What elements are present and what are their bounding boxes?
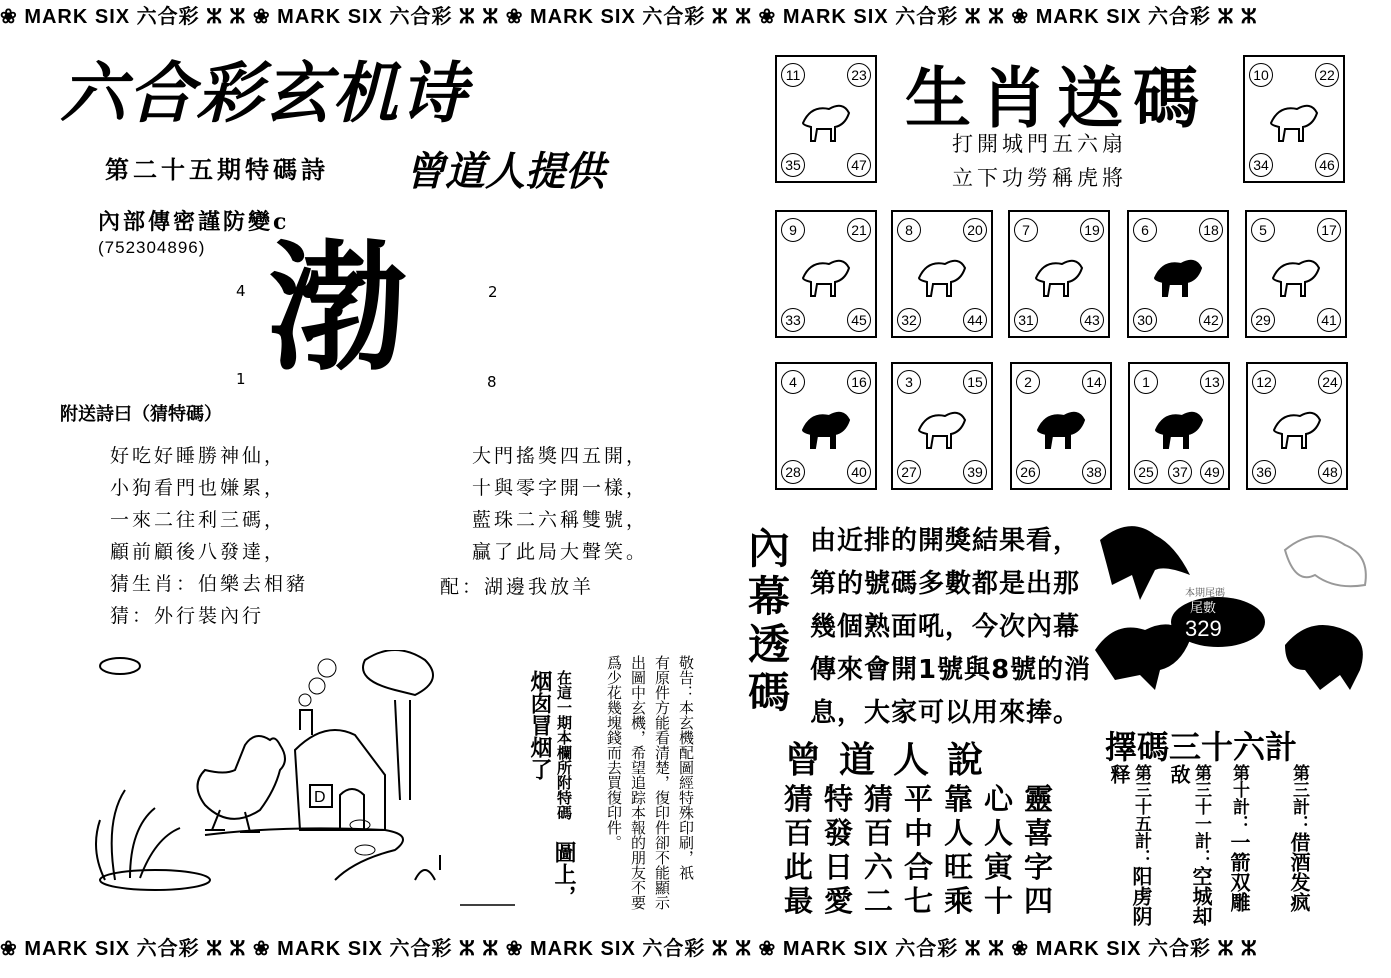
inside-line: 第的號碼多數都是出那 bbox=[810, 569, 1081, 599]
zodiac-number: 35 bbox=[781, 153, 805, 177]
inside-line: 息，大家可以用來捧。 bbox=[810, 698, 1081, 728]
match-line: 配：湖邊我放羊 bbox=[440, 576, 595, 598]
cipher-character: 渤 bbox=[268, 228, 409, 391]
rooster-house-illustration bbox=[95, 650, 515, 920]
zeng-row: 猜特猜平靠心靈 bbox=[784, 782, 1065, 816]
zodiac-number: 14 bbox=[1082, 370, 1106, 394]
zodiac-number: 30 bbox=[1133, 308, 1157, 332]
zodiac-number: 31 bbox=[1014, 308, 1038, 332]
poem-line: 藍珠二六稱雙號， bbox=[472, 509, 649, 531]
notice-col: 敬告：本玄機配圖經特殊印刷，祇 bbox=[677, 655, 695, 880]
poem-right-column bbox=[472, 440, 648, 568]
tail-number-illustration bbox=[1085, 520, 1375, 695]
zodiac-number: 4 bbox=[781, 370, 805, 394]
zeng-title: 曾道人說 bbox=[785, 739, 1002, 781]
poem-line: 顧前顧後八發達， bbox=[110, 541, 287, 563]
zodiac-number: 26 bbox=[1016, 460, 1040, 484]
zodiac-number: 48 bbox=[1318, 460, 1342, 484]
zodiac-number: 16 bbox=[847, 370, 871, 394]
notice-vertical bbox=[602, 655, 698, 910]
zodiac-card-rabbit bbox=[775, 210, 877, 338]
zodiac-number: 22 bbox=[1315, 63, 1339, 87]
dragon-icon bbox=[913, 242, 971, 306]
zodiac-number: 13 bbox=[1200, 370, 1224, 394]
poem-line: 好吃好睡勝神仙， bbox=[110, 445, 287, 467]
inside-line: 由近排的開獎結果看， bbox=[810, 526, 1081, 556]
zodiac-number: 8 bbox=[897, 218, 921, 242]
ox-icon bbox=[797, 87, 855, 151]
zodiac-number: 23 bbox=[847, 63, 871, 87]
tail-value: 329 bbox=[1185, 616, 1222, 641]
strategy-column bbox=[1228, 764, 1250, 930]
zodiac-number: 27 bbox=[897, 460, 921, 484]
zodiac-number: 40 bbox=[847, 460, 871, 484]
inside-line: 傳來會開1號與8號的消 bbox=[810, 655, 1092, 685]
guess-zodiac: 猜生肖：伯樂去相豬 bbox=[110, 573, 309, 595]
rat-icon bbox=[1268, 394, 1326, 458]
dog-icon bbox=[1032, 394, 1090, 458]
strategy-body: 一箭双雕 bbox=[1227, 832, 1251, 912]
zodiac-number: 2 bbox=[1016, 370, 1040, 394]
provider-label: 曾道人提供 bbox=[405, 149, 605, 195]
zodiac-card-snake bbox=[1008, 210, 1110, 338]
zodiac-number: 11 bbox=[781, 63, 805, 87]
zeng-poem bbox=[784, 782, 1064, 918]
issue-subtitle: 第二十五期特碼詩 bbox=[105, 155, 329, 184]
zodiac-number: 12 bbox=[1252, 370, 1276, 394]
strategy-body: 空城却敌 bbox=[1167, 764, 1213, 926]
poem-line: 一來二往利三碼， bbox=[110, 509, 287, 531]
notice-col: 出圖中玄機，希望追踪本報的朋友不要 bbox=[629, 655, 647, 910]
zodiac-number: 19 bbox=[1080, 218, 1104, 242]
poem-line: 大門搖獎四五開， bbox=[472, 445, 649, 467]
zodiac-number: 24 bbox=[1318, 370, 1342, 394]
corner-number-bottom-left: 1 bbox=[236, 370, 246, 388]
zodiac-number: 10 bbox=[1249, 63, 1273, 87]
poem-left-column bbox=[110, 440, 308, 632]
zodiac-card-pig bbox=[1128, 362, 1230, 490]
notice-col: 有原件方能看清楚，復印件卻不能顯示 bbox=[653, 655, 671, 910]
zeng-row: 百發百中人人喜 bbox=[784, 816, 1065, 850]
zodiac-number: 7 bbox=[1014, 218, 1038, 242]
zodiac-number: 33 bbox=[781, 308, 805, 332]
strategy-column bbox=[1168, 764, 1212, 930]
zodiac-title: 生肖送碼 bbox=[905, 60, 1209, 137]
main-title: 六合彩玄机诗 bbox=[60, 55, 468, 132]
notice-col: 爲少花幾塊錢而去買復印件。 bbox=[605, 655, 623, 850]
tiger-icon bbox=[1265, 87, 1323, 151]
secret-note: 內部傳密謹防變c bbox=[98, 209, 290, 235]
strategy-body: 阳虏阴释 bbox=[1107, 764, 1153, 926]
corner-number-top-left: 4 bbox=[236, 282, 246, 300]
banner-repeat: ❀ MARK SIX 六合彩 ⵣ ⵣ ❀ MARK SIX 六合彩 ⵣ ⵣ ❀ MARK SIX 六合彩 ⵣ ⵣ ❀ MARK SIX 六合彩 ⵣ ⵣ ❀ MARK SIX 六合彩 ⵣ ⵣ bbox=[0, 938, 1258, 958]
horse-icon bbox=[1149, 242, 1207, 306]
zodiac-card-tiger bbox=[1243, 55, 1345, 183]
corner-number-top-right: 2 bbox=[488, 283, 498, 301]
zodiac-number: 18 bbox=[1199, 218, 1223, 242]
strategy-body: 借酒发疯 bbox=[1287, 832, 1311, 912]
caption-col: 圖上，烟囱冒烟了 bbox=[527, 670, 577, 907]
poem-heading: 附送詩曰（猜特碼） bbox=[60, 404, 222, 425]
zodiac-number: 6 bbox=[1133, 218, 1157, 242]
zodiac-card-rooster bbox=[891, 362, 993, 490]
zodiac-number: 15 bbox=[963, 370, 987, 394]
inside-title: 內幕透碼 bbox=[747, 524, 790, 717]
zodiac-number: 42 bbox=[1199, 308, 1223, 332]
inside-text bbox=[810, 520, 1091, 735]
zodiac-card-rat bbox=[1246, 362, 1348, 490]
zodiac-number: 34 bbox=[1249, 153, 1273, 177]
strategy-column bbox=[1108, 764, 1152, 930]
zodiac-card-dog bbox=[1010, 362, 1112, 490]
zodiac-number: 20 bbox=[963, 218, 987, 242]
banner-repeat: ❀ MARK SIX 六合彩 ⵣ ⵣ ❀ MARK SIX 六合彩 ⵣ ⵣ ❀ MARK SIX 六合彩 ⵣ ⵣ ❀ MARK SIX 六合彩 ⵣ ⵣ ❀ MARK SIX 六合彩 ⵣ ⵣ bbox=[0, 6, 1258, 26]
verse-line-2: 立下功勞稱虎將 bbox=[952, 166, 1127, 190]
snake-icon bbox=[1030, 242, 1088, 306]
zodiac-number: 44 bbox=[963, 308, 987, 332]
poem-line: 贏了此局大聲笑。 bbox=[472, 541, 649, 563]
verse-line-1: 打開城門五六扇 bbox=[952, 132, 1127, 156]
strategy-head: 第三計： bbox=[1289, 764, 1309, 832]
zodiac-number: 29 bbox=[1251, 308, 1275, 332]
zodiac-card-horse bbox=[1127, 210, 1229, 338]
top-banner bbox=[0, 0, 1391, 26]
zodiac-number: 1 bbox=[1134, 370, 1158, 394]
zodiac-card-dragon bbox=[891, 210, 993, 338]
strategy-title: 擇碼三十六計 bbox=[1105, 728, 1298, 766]
zodiac-card-ox bbox=[775, 55, 877, 183]
goat-icon bbox=[1267, 242, 1325, 306]
zodiac-number: 45 bbox=[847, 308, 871, 332]
strategy-head: 第三十五計： bbox=[1131, 764, 1151, 866]
phone-number: (752304896) bbox=[98, 238, 206, 257]
zeng-row: 最愛二七乘十四 bbox=[784, 884, 1065, 918]
poem-line: 小狗看門也嫌累， bbox=[110, 477, 287, 499]
zodiac-number: 28 bbox=[781, 460, 805, 484]
caption-col: 在這一期本欄所附特碼 bbox=[555, 670, 573, 820]
pig-icon bbox=[1150, 394, 1208, 458]
tail-label: 尾數 bbox=[1190, 601, 1217, 616]
zodiac-number: 46 bbox=[1315, 153, 1339, 177]
poem-line: 十與零字開一樣， bbox=[472, 477, 649, 499]
strategy-columns bbox=[1108, 764, 1348, 930]
rabbit-icon bbox=[797, 242, 855, 306]
zodiac-number: 5 bbox=[1251, 218, 1275, 242]
tail-caption: 本期尾碼 bbox=[1185, 588, 1225, 599]
rooster-icon bbox=[913, 394, 971, 458]
zodiac-number: 21 bbox=[847, 218, 871, 242]
house-letter: D bbox=[314, 789, 326, 806]
zodiac-number: 25 bbox=[1134, 460, 1158, 484]
zodiac-number: 47 bbox=[847, 153, 871, 177]
caption-vertical bbox=[528, 670, 576, 910]
inside-line: 幾個熟面吼，今次內幕 bbox=[810, 612, 1081, 642]
zeng-row: 此日六合旺寅字 bbox=[784, 850, 1065, 884]
strategy-head: 第十計： bbox=[1229, 764, 1249, 832]
zodiac-number: 41 bbox=[1317, 308, 1341, 332]
zodiac-number: 9 bbox=[781, 218, 805, 242]
zodiac-number: 17 bbox=[1317, 218, 1341, 242]
strategy-column bbox=[1288, 764, 1310, 930]
zodiac-number: 36 bbox=[1252, 460, 1276, 484]
zodiac-card-goat bbox=[1245, 210, 1347, 338]
bottom-banner bbox=[0, 932, 1391, 958]
zodiac-number: 37 bbox=[1168, 460, 1192, 484]
zodiac-number: 49 bbox=[1200, 460, 1224, 484]
monkey-icon bbox=[797, 394, 855, 458]
zodiac-number: 32 bbox=[897, 308, 921, 332]
corner-number-bottom-right: 8 bbox=[487, 373, 497, 391]
guess-line: 猜：外行裝內行 bbox=[110, 605, 265, 627]
zodiac-number: 3 bbox=[897, 370, 921, 394]
zodiac-number: 39 bbox=[963, 460, 987, 484]
zodiac-number: 38 bbox=[1082, 460, 1106, 484]
strategy-head: 第三十一計： bbox=[1191, 764, 1211, 866]
zodiac-card-monkey bbox=[775, 362, 877, 490]
zodiac-number: 43 bbox=[1080, 308, 1104, 332]
